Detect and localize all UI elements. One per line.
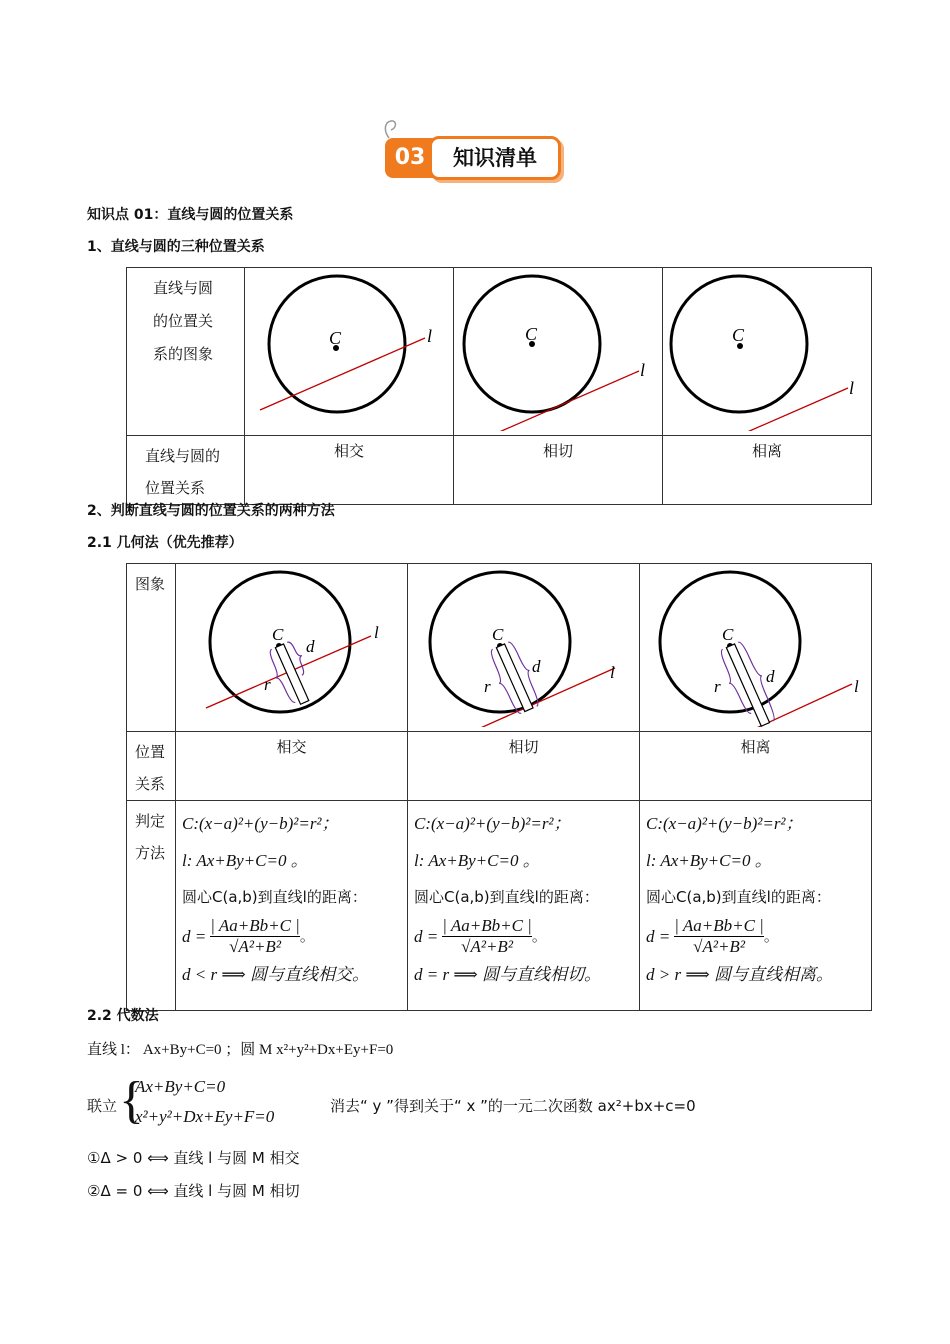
system-eq-1: Ax+By+C=0 [135, 1077, 226, 1096]
row-header-image [127, 268, 245, 436]
label-intersect: 相交 [333, 442, 364, 460]
system-eq-2: x²+y²+Dx+Ey+F=0 [135, 1107, 275, 1126]
formula-lhs: d = [182, 926, 207, 946]
distance-label: d [532, 657, 541, 676]
geo-label-separate: 相离 [740, 738, 771, 756]
row-header-relation [127, 436, 245, 505]
circle-equation: C:(x−a)²+(y−b)²=r²； [646, 814, 803, 833]
join-label: 联立 [87, 1097, 118, 1115]
subheading-1: 1、直线与圆的三种位置关系 [87, 239, 265, 255]
case-2: ②Δ = 0 ⟺ 直线 l 与圆 M 相切 [87, 1182, 300, 1200]
algebra-system [87, 1072, 867, 1135]
case-1: ①Δ > 0 ⟺ 直线 l 与圆 M 相交 [87, 1149, 300, 1167]
diagram-separate [663, 268, 872, 436]
center-label: C [272, 625, 284, 644]
formula-numerator: | Aa+Bb+C | [210, 915, 300, 935]
label-tangent: 相切 [542, 442, 573, 460]
method-separate [640, 801, 872, 1011]
conclusion: d = r ⟹ 圆与直线相切。 [414, 965, 601, 984]
center-label: C [722, 625, 734, 644]
geo-diagram-tangent [408, 564, 640, 732]
center-label: C [329, 328, 342, 348]
header-line: 方法 [135, 844, 166, 862]
header-line: 系的图象 [153, 345, 214, 363]
conclusion: d > r ⟹ 圆与直线相离。 [646, 965, 833, 984]
geo-label-tangent: 相切 [508, 738, 539, 756]
line-label: l [427, 326, 433, 346]
circle-equation: C:(x−a)²+(y−b)²=r²； [182, 814, 339, 833]
line-label: l [640, 360, 646, 380]
distance-text: 圆心C(a,b)到直线l的距离： [182, 888, 367, 906]
radius-label: r [484, 677, 491, 696]
header-line: 直线与圆的 [145, 447, 221, 465]
subheading-2-2: 2.2 代数法 [87, 1008, 159, 1024]
badge-number: 03 [385, 138, 435, 178]
header-line: 的位置关 [153, 312, 214, 330]
clip-icon [381, 118, 401, 140]
section-title: 知识点 01：直线与圆的位置关系 [87, 207, 294, 223]
center-label: C [492, 625, 504, 644]
formula-lhs: d = [414, 926, 439, 946]
table-geometric [126, 563, 872, 1011]
header-line: 直线与圆 [153, 279, 214, 297]
distance-text: 圆心C(a,b)到直线l的距离： [414, 888, 599, 906]
distance-label: d [766, 667, 775, 686]
algebra-line-eq: 直线 l： Ax+By+C=0 ；圆 M x²+y²+Dx+Ey+F=0 [87, 1042, 394, 1058]
geo-label-intersect: 相交 [276, 738, 307, 756]
line-equation: l: Ax+By+C=0 。 [414, 851, 540, 870]
line-label: l [374, 623, 379, 642]
distance-formula: d = $\frac{| Aa+Bb+C |}{\text{√A²+B²}}$ 。 [414, 915, 547, 956]
formula-denominator: A²+B² [702, 936, 745, 956]
conclusion: d < r ⟹ 圆与直线相交。 [182, 965, 369, 984]
geo-diagram-intersect [176, 564, 408, 732]
radius-label: r [714, 677, 721, 696]
method-intersect [176, 801, 408, 1011]
formula-denominator: A²+B² [238, 936, 281, 956]
badge-title: 知识清单 [429, 136, 561, 180]
subheading-2: 2、判断直线与圆的位置关系的两种方法 [87, 503, 335, 519]
formula-numerator: | Aa+Bb+C | [674, 915, 764, 935]
label-separate: 相离 [751, 442, 782, 460]
subheading-2-1: 2.1 几何法（优先推荐） [87, 535, 243, 551]
line-equation: l: Ax+By+C=0 。 [182, 851, 308, 870]
circle-equation: C:(x−a)²+(y−b)²=r²； [414, 814, 571, 833]
distance-formula: d = $\frac{| Aa+Bb+C |}{\text{√A²+B²}}$ 。 [182, 915, 315, 956]
formula-numerator: | Aa+Bb+C | [442, 915, 532, 935]
header-method [127, 801, 175, 869]
formula-lhs: d = [646, 926, 671, 946]
line-label: l [849, 378, 855, 398]
center-label: C [525, 324, 538, 344]
eliminate-text: 消去“ y ”得到关于“ x ”的一元二次函数 ax²+bx+c=0 [330, 1097, 696, 1115]
header-image: 图象 [135, 575, 166, 593]
distance-text: 圆心C(a,b)到直线l的距离： [646, 888, 831, 906]
method-tangent [408, 801, 640, 1011]
line-equation: l: Ax+By+C=0 。 [646, 851, 772, 870]
distance-formula: d = $\frac{| Aa+Bb+C |}{\text{√A²+B²}}$ 。 [646, 915, 779, 956]
diagram-intersect [245, 268, 454, 436]
diagram-tangent [454, 268, 663, 436]
section-badge [385, 134, 567, 182]
center-label: C [732, 325, 745, 345]
brace: { [119, 1072, 144, 1129]
header-line: 关系 [135, 775, 166, 793]
table-positions [126, 267, 872, 505]
line-label: l [610, 663, 615, 682]
header-line: 判定 [135, 812, 166, 830]
distance-label: d [306, 637, 315, 656]
radius-label: r [264, 675, 271, 694]
line-label: l [854, 677, 859, 696]
header-line: 位置关系 [145, 479, 206, 497]
formula-denominator: A²+B² [470, 936, 513, 956]
geo-diagram-separate [640, 564, 872, 732]
header-line: 位置 [135, 743, 166, 761]
header-position [127, 732, 175, 800]
